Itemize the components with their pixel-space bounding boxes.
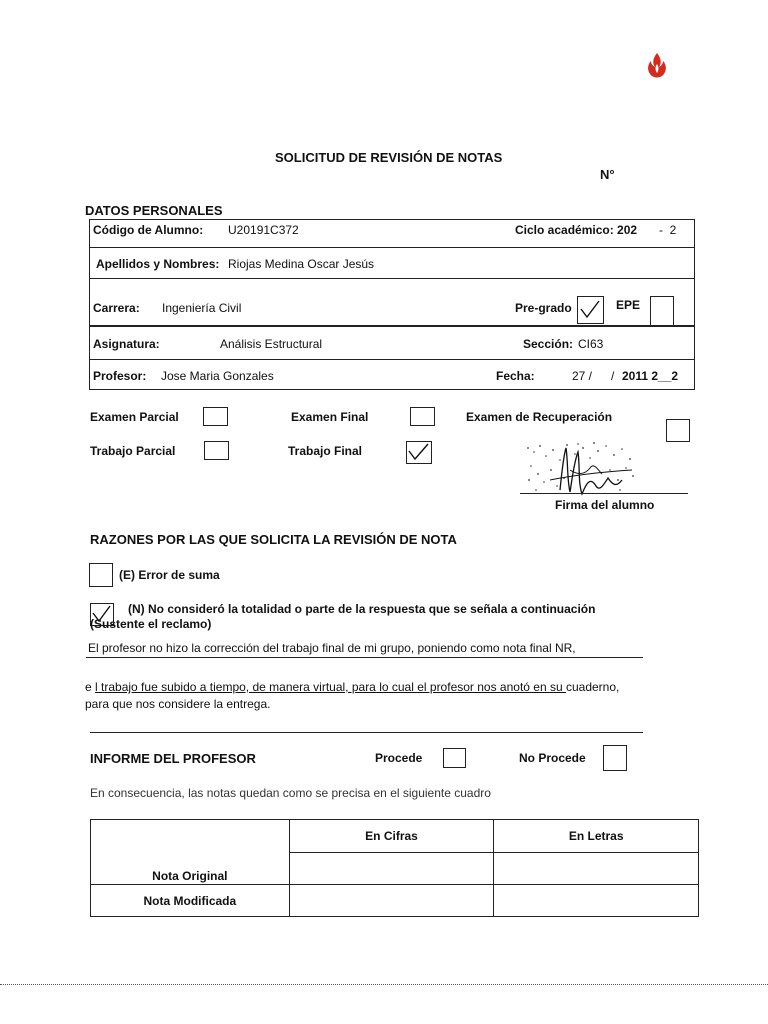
section-datos-personales: DATOS PERSONALES — [85, 203, 223, 218]
error-suma-checkbox[interactable] — [89, 563, 113, 587]
nota-modificada-cifras-cell[interactable] — [289, 885, 494, 917]
epe-checkbox[interactable] — [650, 296, 674, 326]
column-header-letras: En Letras — [494, 820, 699, 853]
examen-final-label: Examen Final — [291, 410, 369, 424]
reason-line-2-end: cuaderno, — [565, 680, 620, 694]
upc-flame-logo-icon — [640, 50, 674, 80]
pregrado-checkbox[interactable] — [577, 296, 604, 324]
column-header-cifras: En Cifras — [289, 820, 494, 853]
trabajo-parcial-checkbox[interactable] — [204, 441, 229, 460]
checkmark-icon — [407, 442, 430, 462]
epe-label: EPE — [616, 298, 641, 312]
procede-checkbox[interactable] — [443, 748, 466, 768]
trabajo-final-label: Trabajo Final — [288, 444, 363, 458]
checkmark-icon — [578, 297, 602, 322]
examen-final-checkbox[interactable] — [410, 407, 435, 426]
reason-line-2-prefix: e — [85, 680, 92, 694]
table-header-row — [91, 820, 699, 853]
examen-parcial-label: Examen Parcial — [90, 410, 179, 424]
examen-recuperacion-label: Examen de Recuperación — [466, 410, 613, 424]
reason-line-3: para que nos considere la entrega. — [85, 697, 271, 711]
trabajo-parcial-label: Trabajo Parcial — [90, 444, 176, 458]
examen-parcial-checkbox[interactable] — [203, 407, 228, 426]
no-procede-checkbox[interactable] — [603, 745, 627, 771]
reason-line-2-underlined: l trabajo fue subido a tiempo, de manera virtual, para lo cual el profesor nos anotó en su — [95, 680, 566, 694]
seccion-label: Sección: — [523, 337, 574, 351]
section-razones: RAZONES POR LAS QUE SOLICITA LA REVISIÓN DE NOTA — [90, 532, 457, 547]
carrera-value: Ingeniería Civil — [162, 301, 242, 315]
fecha-month: / — [611, 369, 615, 383]
fecha-label: Fecha: — [496, 369, 535, 383]
signature-line — [520, 493, 688, 494]
error-suma-label: (E) Error de suma — [119, 568, 220, 582]
codigo-value: U20191C372 — [228, 223, 299, 237]
profesor-label: Profesor: — [93, 369, 147, 383]
no-procede-label: No Procede — [519, 751, 586, 765]
trabajo-final-checkbox[interactable] — [406, 441, 432, 464]
reason-line-2 — [85, 680, 619, 694]
table-row — [91, 885, 699, 917]
codigo-label: Código de Alumno: — [93, 223, 204, 237]
pregrado-label: Pre-grado — [515, 301, 572, 315]
procede-label: Procede — [375, 751, 423, 765]
nota-modificada-label: Nota Modificada — [91, 885, 290, 917]
fecha-day: 27 / — [572, 369, 593, 383]
form-title: SOLICITUD DE REVISIÓN DE NOTAS — [275, 150, 503, 165]
asignatura-value: Análisis Estructural — [220, 337, 323, 351]
carrera-label: Carrera: — [93, 301, 140, 315]
signature-label: Firma del alumno — [555, 498, 655, 512]
apellidos-label: Apellidos y Nombres: — [96, 257, 220, 271]
page-break-divider — [0, 984, 768, 985]
reason-underline-1 — [86, 657, 643, 658]
reason-line-1: El profesor no hizo la corrección del trabajo final de mi grupo, poniendo como nota final NR, — [88, 641, 576, 655]
grades-table — [90, 819, 699, 917]
ciclo-value: - 2 — [659, 223, 677, 237]
sustente-label: (Sustente el reclamo) — [90, 617, 212, 631]
fecha-year: 2011 2__2 — [622, 369, 679, 383]
section-informe-profesor: INFORME DEL PROFESOR — [90, 751, 256, 766]
seccion-value: CI63 — [578, 337, 604, 351]
consequence-text: En consecuencia, las notas quedan como se precisa en el siguiente cuadro — [90, 786, 491, 800]
nota-modificada-letras-cell[interactable] — [494, 885, 699, 917]
apellidos-value: Riojas Medina Oscar Jesús — [228, 257, 375, 271]
profesor-value: Jose Maria Gonzales — [161, 369, 274, 383]
examen-recuperacion-checkbox[interactable] — [666, 419, 690, 442]
ciclo-label: Ciclo académico: 202 — [515, 223, 638, 237]
nota-original-cifras-cell[interactable] — [289, 852, 494, 885]
asignatura-label: Asignatura: — [93, 337, 160, 351]
reason-underline-3 — [90, 732, 643, 733]
no-considero-label: (N) No consideró la totalidad o parte de la respuesta que se señala a continuación — [128, 602, 596, 616]
nota-original-label: Nota Original — [91, 820, 290, 885]
nota-original-letras-cell[interactable] — [494, 852, 699, 885]
form-number-label: N° — [600, 167, 615, 182]
